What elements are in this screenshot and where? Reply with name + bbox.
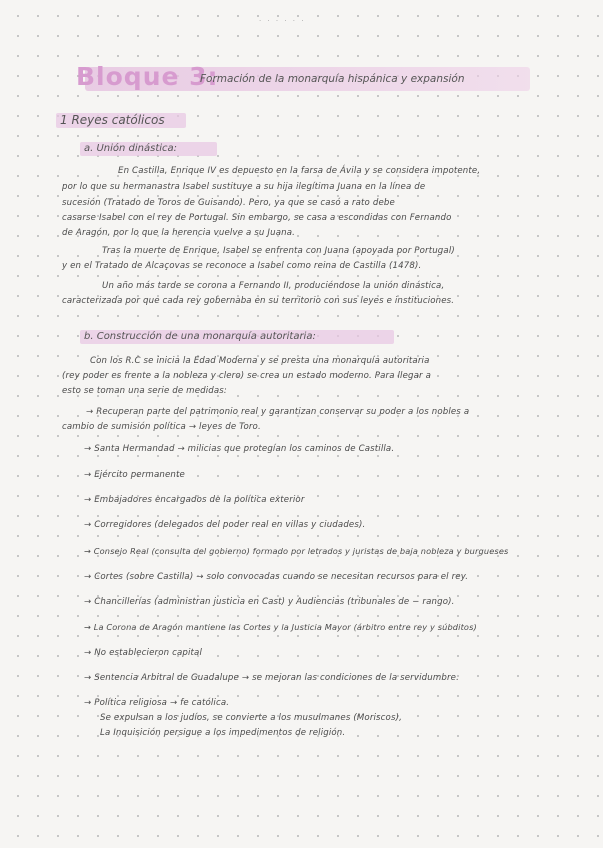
list-item: → No establecieron capital xyxy=(84,648,203,658)
paragraph-line: (rey poder es frente a la nobleza y clero) se crea un estado moderno. Para llegar a xyxy=(62,371,432,381)
list-item: → Santa Hermandad → milicias que protegían los caminos de Castilla. xyxy=(84,444,395,454)
list-item: → Embajadores encargados de la política exterior xyxy=(84,495,305,505)
list-item: → Corregidores (delegados del poder real en villas y ciudades). xyxy=(84,520,366,530)
list-item: → Ejército permanente xyxy=(84,470,185,480)
paragraph-line: casarse Isabel con el rey de Portugal. Sin embargo, se casa a escondidas con Fernando xyxy=(62,213,452,223)
block-title: Bloque 3: xyxy=(76,62,219,91)
paragraph-line: y en el Tratado de Alcaçovas se reconoce a Isabel como reina de Castilla (1478). xyxy=(62,261,422,271)
block-subtitle: Formación de la monarquía hispánica y expansión xyxy=(200,73,465,85)
top-mark: · · · · · · xyxy=(259,17,306,25)
paragraph-line: caracterizada por que cada rey gobernaba en su territorio con sus leyes e instituciones. xyxy=(62,296,455,306)
section1-title: 1 Reyes católicos xyxy=(60,113,165,127)
paragraph-line: Se expulsan a los judíos, se convierte a los musulmanes (Moriscos), xyxy=(100,713,402,723)
paragraph-line: Con los R.C se inicia la Edad Moderna y se presta una monarquía autoritaria xyxy=(90,356,430,366)
subsection-a-title: a. Unión dinástica: xyxy=(84,143,178,154)
subsection-b-title: b. Construcción de una monarquía autoritaria: xyxy=(84,331,316,342)
paragraph-line: de Aragón, por lo que la herencia vuelve a su Juana. xyxy=(62,228,296,238)
list-item: → La Corona de Aragón mantiene las Cortes y la Justicia Mayor (árbitro entre rey y súbditos) xyxy=(84,622,477,632)
paragraph-line: sucesión (Tratado de Toros de Guisando). Pero, ya que se casó a rato debe xyxy=(62,198,395,208)
paragraph-line: Tras la muerte de Enrique, Isabel se enfrenta con Juana (apoyada por Portugal) xyxy=(102,246,455,256)
list-item: → Chancillerías (administran justicia en Cast) y Audiencias (tribunales de − rango). xyxy=(84,597,455,607)
list-item: → Política religiosa → fe católica. xyxy=(84,698,230,708)
paragraph-line: esto se toman una serie de medidas: xyxy=(62,386,227,396)
list-item: → Sentencia Arbitral de Guadalupe → se mejoran las condiciones de la servidumbre. xyxy=(84,673,459,683)
paragraph-line: por lo que su hermanastra Isabel sustituye a su hija ilegítima Juana en la línea de xyxy=(62,182,426,192)
paragraph-line: → Recuperan parte del patrimonio real y garantizan conservar su poder a los nobles a xyxy=(86,407,470,417)
list-item: → Consejo Real (consulta del gobierno) formado por letrados y juristas de baja nobleza y burgueses xyxy=(84,546,509,556)
list-item: → Cortes (sobre Castilla) → solo convocadas cuando se necesitan recursos para el rey. xyxy=(84,572,469,582)
paragraph-line: Un año más tarde se corona a Fernando II, produciéndose la unión dinástica, xyxy=(102,281,445,291)
paragraph-line: En Castilla, Enrique IV es depuesto en la farsa de Ávila y se considera impotente, xyxy=(118,166,481,176)
paragraph-line: cambio de sumisión política → leyes de Toro. xyxy=(62,422,261,432)
paragraph-line: La Inquisición persigue a los impedimentos de religión. xyxy=(100,728,346,738)
